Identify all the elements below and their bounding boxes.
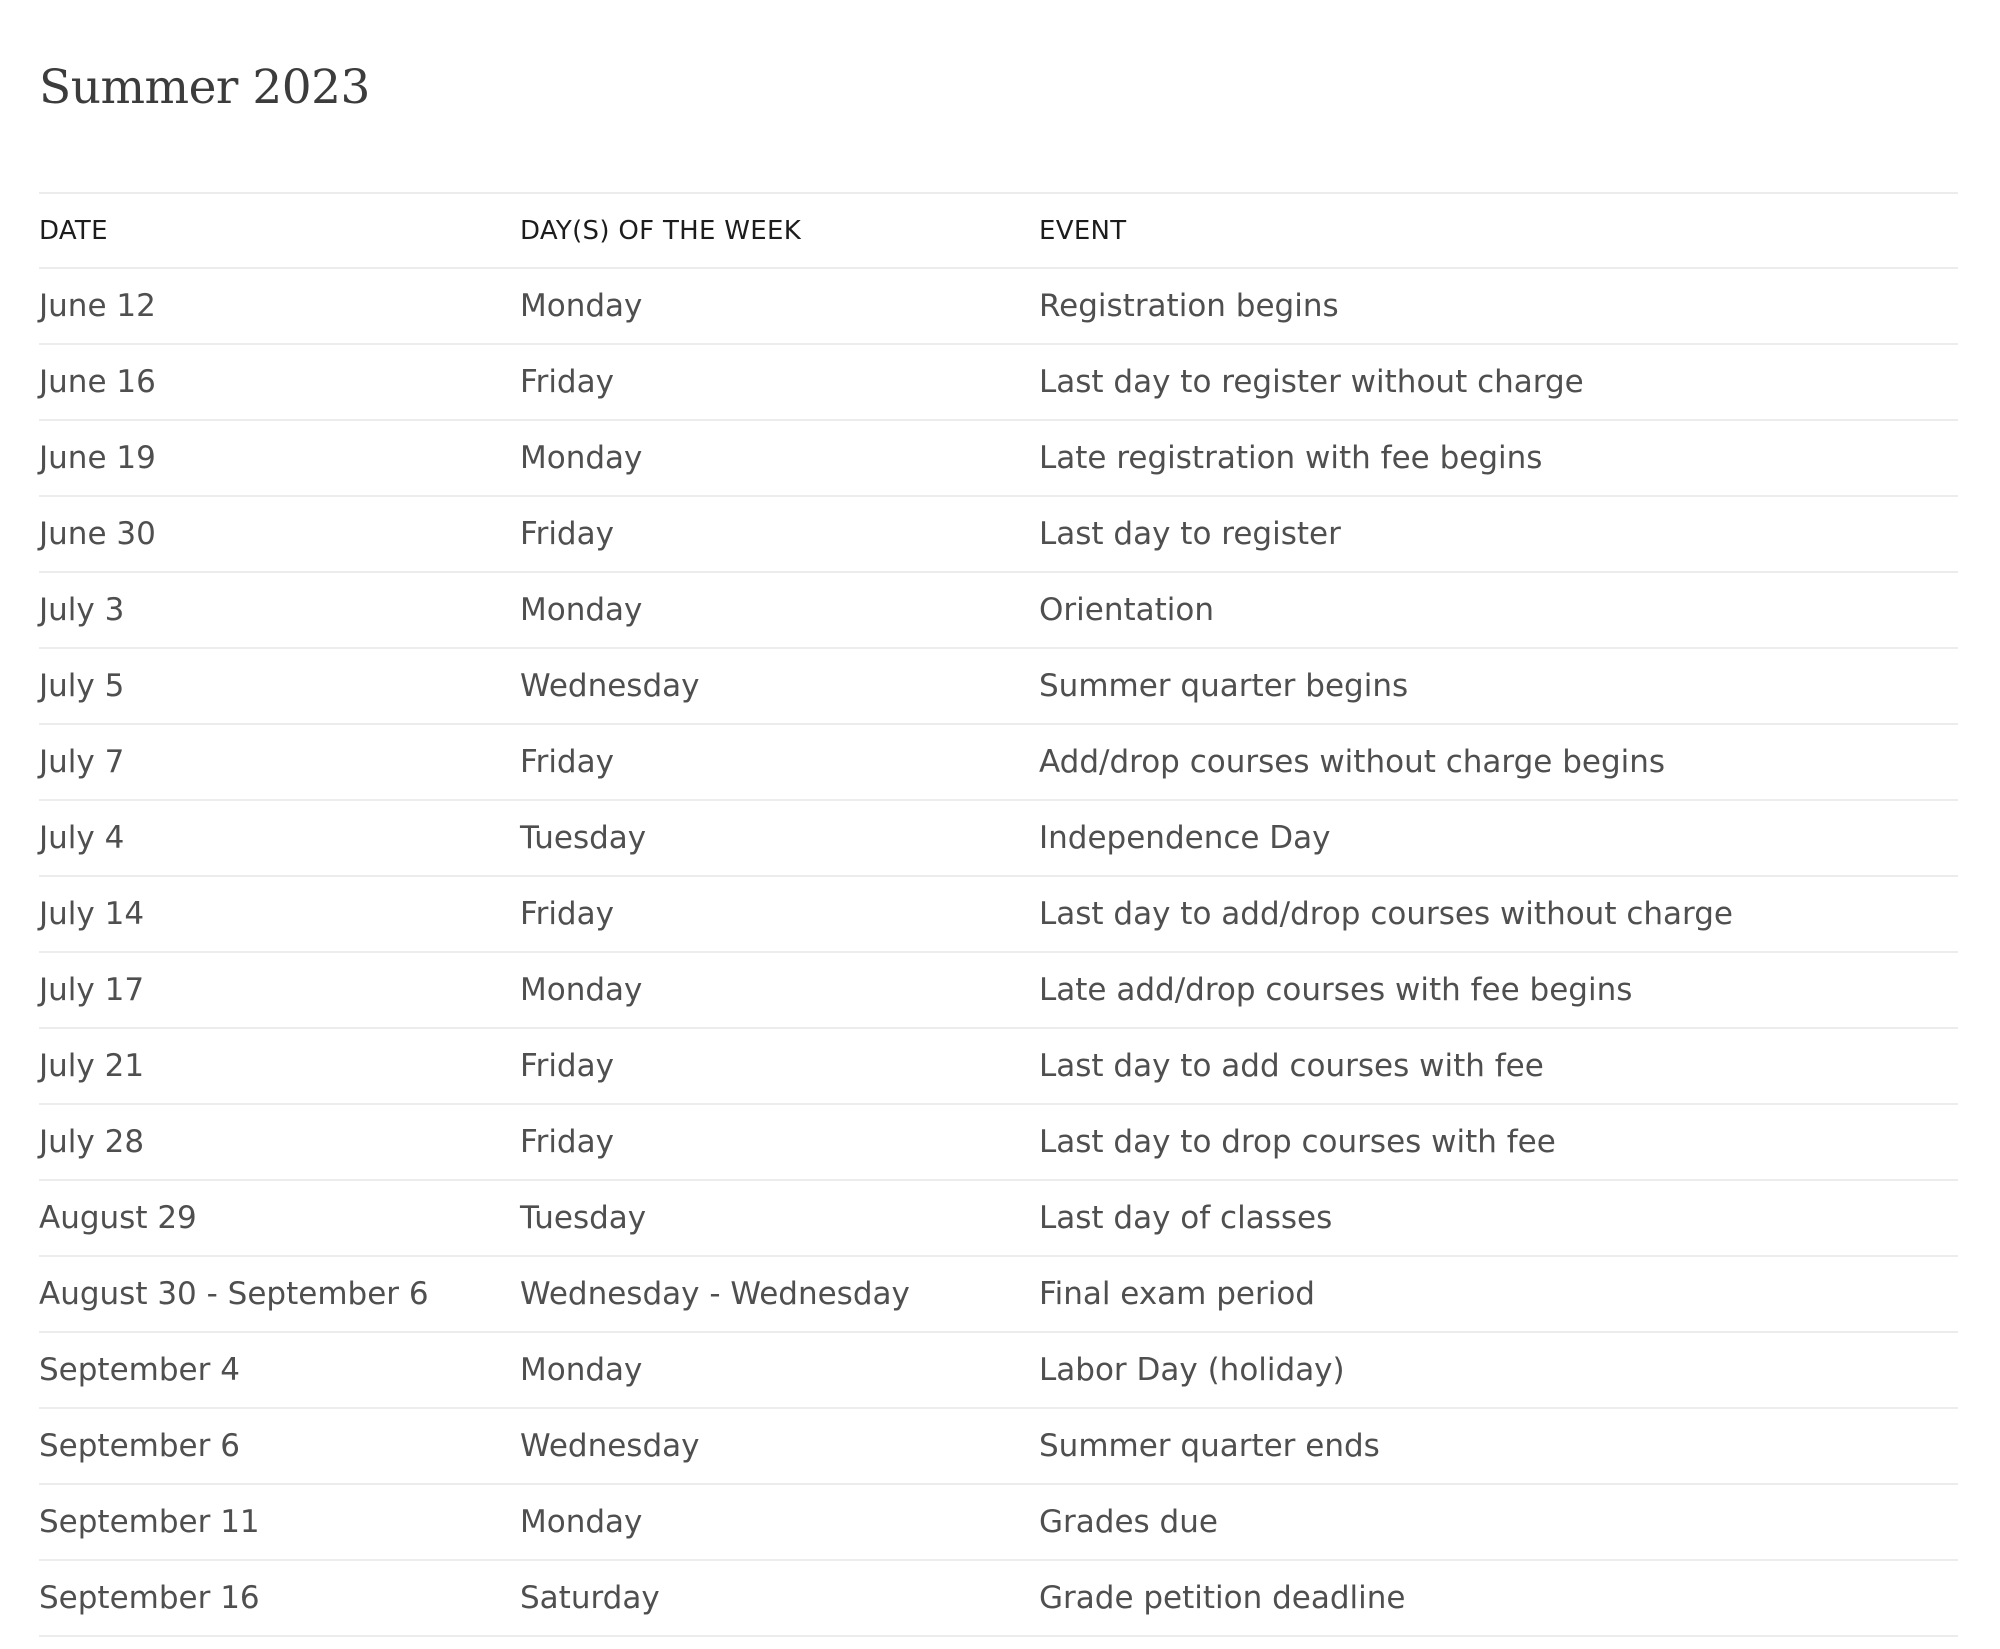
- event-cell: Last day of classes: [1039, 1180, 1958, 1256]
- table-row: [39, 648, 1958, 724]
- date-cell: July 3: [39, 572, 520, 648]
- date-cell: July 5: [39, 648, 520, 724]
- day-cell: Wednesday: [520, 648, 1039, 724]
- table-row: [39, 268, 1958, 344]
- event-cell: Last day to add/drop courses without charge: [1039, 876, 1958, 952]
- calendar-table: [39, 192, 1958, 1637]
- day-cell: Friday: [520, 1028, 1039, 1104]
- date-cell: September 16: [39, 1560, 520, 1636]
- table-row: [39, 952, 1958, 1028]
- event-cell: Summer quarter begins: [1039, 648, 1958, 724]
- date-cell: July 7: [39, 724, 520, 800]
- event-cell: Last day to drop courses with fee: [1039, 1104, 1958, 1180]
- day-cell: Tuesday: [520, 1180, 1039, 1256]
- event-cell: Late add/drop courses with fee begins: [1039, 952, 1958, 1028]
- date-cell: August 29: [39, 1180, 520, 1256]
- day-cell: Friday: [520, 496, 1039, 572]
- event-cell: Last day to add courses with fee: [1039, 1028, 1958, 1104]
- table-row: [39, 1104, 1958, 1180]
- table-row: [39, 1028, 1958, 1104]
- event-cell: Grades due: [1039, 1484, 1958, 1560]
- table-row: [39, 420, 1958, 496]
- event-cell: Orientation: [1039, 572, 1958, 648]
- day-cell: Wednesday - Wednesday: [520, 1256, 1039, 1332]
- date-cell: June 12: [39, 268, 520, 344]
- date-cell: August 30 - September 6: [39, 1256, 520, 1332]
- date-cell: June 19: [39, 420, 520, 496]
- day-cell: Wednesday: [520, 1408, 1039, 1484]
- day-cell: Monday: [520, 1484, 1039, 1560]
- event-cell: Final exam period: [1039, 1256, 1958, 1332]
- table-row: [39, 1256, 1958, 1332]
- day-cell: Monday: [520, 952, 1039, 1028]
- day-cell: Friday: [520, 724, 1039, 800]
- column-header-days: DAY(S) OF THE WEEK: [520, 193, 1039, 268]
- day-cell: Monday: [520, 572, 1039, 648]
- date-cell: July 21: [39, 1028, 520, 1104]
- date-cell: July 4: [39, 800, 520, 876]
- table-row: [39, 876, 1958, 952]
- table-header-row: [39, 193, 1958, 268]
- table-row: [39, 1484, 1958, 1560]
- date-cell: July 28: [39, 1104, 520, 1180]
- day-cell: Monday: [520, 268, 1039, 344]
- day-cell: Monday: [520, 1332, 1039, 1408]
- column-header-event: EVENT: [1039, 193, 1958, 268]
- event-cell: Add/drop courses without charge begins: [1039, 724, 1958, 800]
- table-row: [39, 344, 1958, 420]
- table-row: [39, 1332, 1958, 1408]
- column-header-date: DATE: [39, 193, 520, 268]
- event-cell: Labor Day (holiday): [1039, 1332, 1958, 1408]
- table-row: [39, 496, 1958, 572]
- date-cell: September 11: [39, 1484, 520, 1560]
- page-title: Summer 2023: [39, 60, 370, 115]
- table-row: [39, 1408, 1958, 1484]
- date-cell: July 14: [39, 876, 520, 952]
- table-row: [39, 1560, 1958, 1636]
- event-cell: Independence Day: [1039, 800, 1958, 876]
- table-row: [39, 800, 1958, 876]
- table-row: [39, 572, 1958, 648]
- day-cell: Friday: [520, 1104, 1039, 1180]
- date-cell: July 17: [39, 952, 520, 1028]
- event-cell: Grade petition deadline: [1039, 1560, 1958, 1636]
- event-cell: Registration begins: [1039, 268, 1958, 344]
- date-cell: September 6: [39, 1408, 520, 1484]
- day-cell: Monday: [520, 420, 1039, 496]
- day-cell: Friday: [520, 344, 1039, 420]
- day-cell: Tuesday: [520, 800, 1039, 876]
- event-cell: Last day to register: [1039, 496, 1958, 572]
- date-cell: June 30: [39, 496, 520, 572]
- event-cell: Late registration with fee begins: [1039, 420, 1958, 496]
- day-cell: Saturday: [520, 1560, 1039, 1636]
- event-cell: Summer quarter ends: [1039, 1408, 1958, 1484]
- event-cell: Last day to register without charge: [1039, 344, 1958, 420]
- table-row: [39, 1180, 1958, 1256]
- date-cell: September 4: [39, 1332, 520, 1408]
- table-row: [39, 724, 1958, 800]
- date-cell: June 16: [39, 344, 520, 420]
- day-cell: Friday: [520, 876, 1039, 952]
